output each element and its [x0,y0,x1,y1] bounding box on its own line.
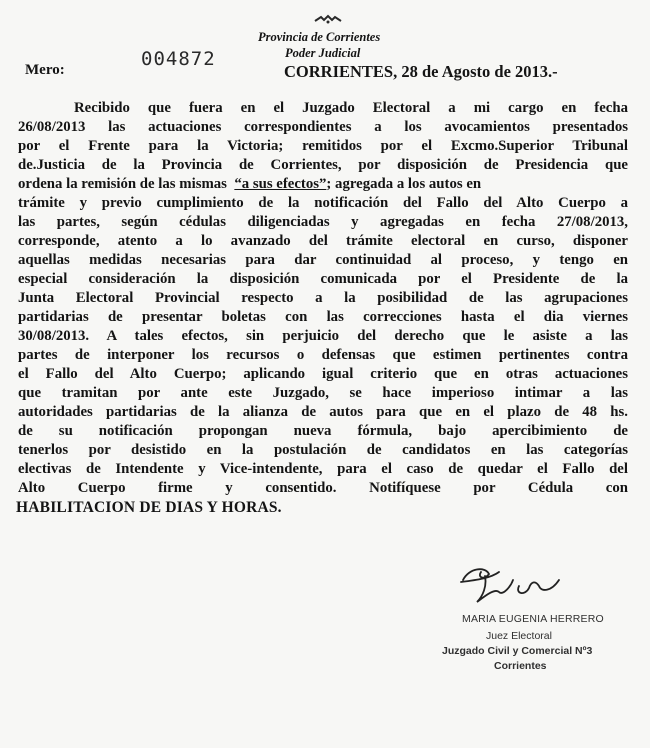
body-line [18,175,628,194]
body-segment: ; agregada a los autos en [326,176,482,192]
body-line: Junta Electoral Provincial respecto a la posibilidad de las agrupaciones [18,290,628,306]
body-line: trámite y previo cumplimiento de la notificación del Fallo del Alto Cuerpo a [18,195,628,211]
document-number: 004872 [141,48,216,70]
body-line: 30/08/2013. A tales efectos, sin perjuicio del derecho que le asiste a las [18,328,628,344]
underlined-phrase: “a sus efectos” [234,176,327,192]
body-line: partidarias de presentar boletas con las correcciones hasta el dia viernes [18,309,628,325]
body-line: de.Justicia de la Provincia de Corrientes, por disposición de Presidencia que [18,157,628,173]
body-line: Recibido que fuera en el Juzgado Electoral a mi cargo en fecha [74,100,628,116]
body-line: electivas de Intendente y Vice-intendente, para el caso de quedar el Fallo del [18,461,628,477]
body-line: corresponde, atento a lo avanzado del trámite electoral en curso, disponer [18,233,628,249]
body-line: tenerlos por desistido en la postulación de candidatos en las categorías [18,442,628,458]
body-line: por el Frente para la Victoria; remitidos por el Excmo.Superior Tribunal [18,138,628,154]
body-line: el Fallo del Alto Cuerpo; aplicando igual criterio que en otras actuaciones [18,366,628,382]
date-line: CORRIENTES, 28 de Agosto de 2013.- [284,62,558,81]
body-line: que tramitan por ante este Juzgado, se hace imperioso intimar a las [18,385,628,401]
court-name: Juzgado Civil y Comercial Nº3 [442,645,593,657]
body-line-closing: HABILITACION DE DIAS Y HORAS. [16,499,282,516]
body-line: aquellas medidas necesarias para dar continuidad al proceso, y tengo en [18,252,628,268]
body-line: especial consideración la disposición comunicada por el Presidente de la [18,271,628,287]
body-line: Alto Cuerpo firme y consentido. Notifíquese por Cédula con [18,480,628,496]
court-city: Corrientes [494,660,547,672]
province-heading: Provincia de Corrientes [258,30,381,44]
body-line: partes de interponer los recursos o defensas que estimen pertinentes contra [18,347,628,363]
mero-label: Mero: [25,62,65,78]
body-line: las partes, según cédulas diligenciadas y agregadas en fecha 27/08/2013, [18,214,628,230]
handwritten-signature [455,558,585,608]
body-line: 26/08/2013 las actuaciones correspondientes a los avocamientos presentados [18,119,628,135]
body-line: autoridades partidarias de la alianza de autos para que en el plazo de 48 hs. [18,404,628,420]
body-line: de su notificación propongan nueva fórmula, bajo apercibimiento de [18,423,628,439]
judge-name: MARIA EUGENIA HERRERO [462,613,604,625]
judicial-power-heading: Poder Judicial [285,46,361,60]
body-segment: ordena la remisión de las mismas [18,176,227,192]
judge-title: Juez Electoral [486,630,552,642]
coat-of-arms-emblem [313,14,343,24]
